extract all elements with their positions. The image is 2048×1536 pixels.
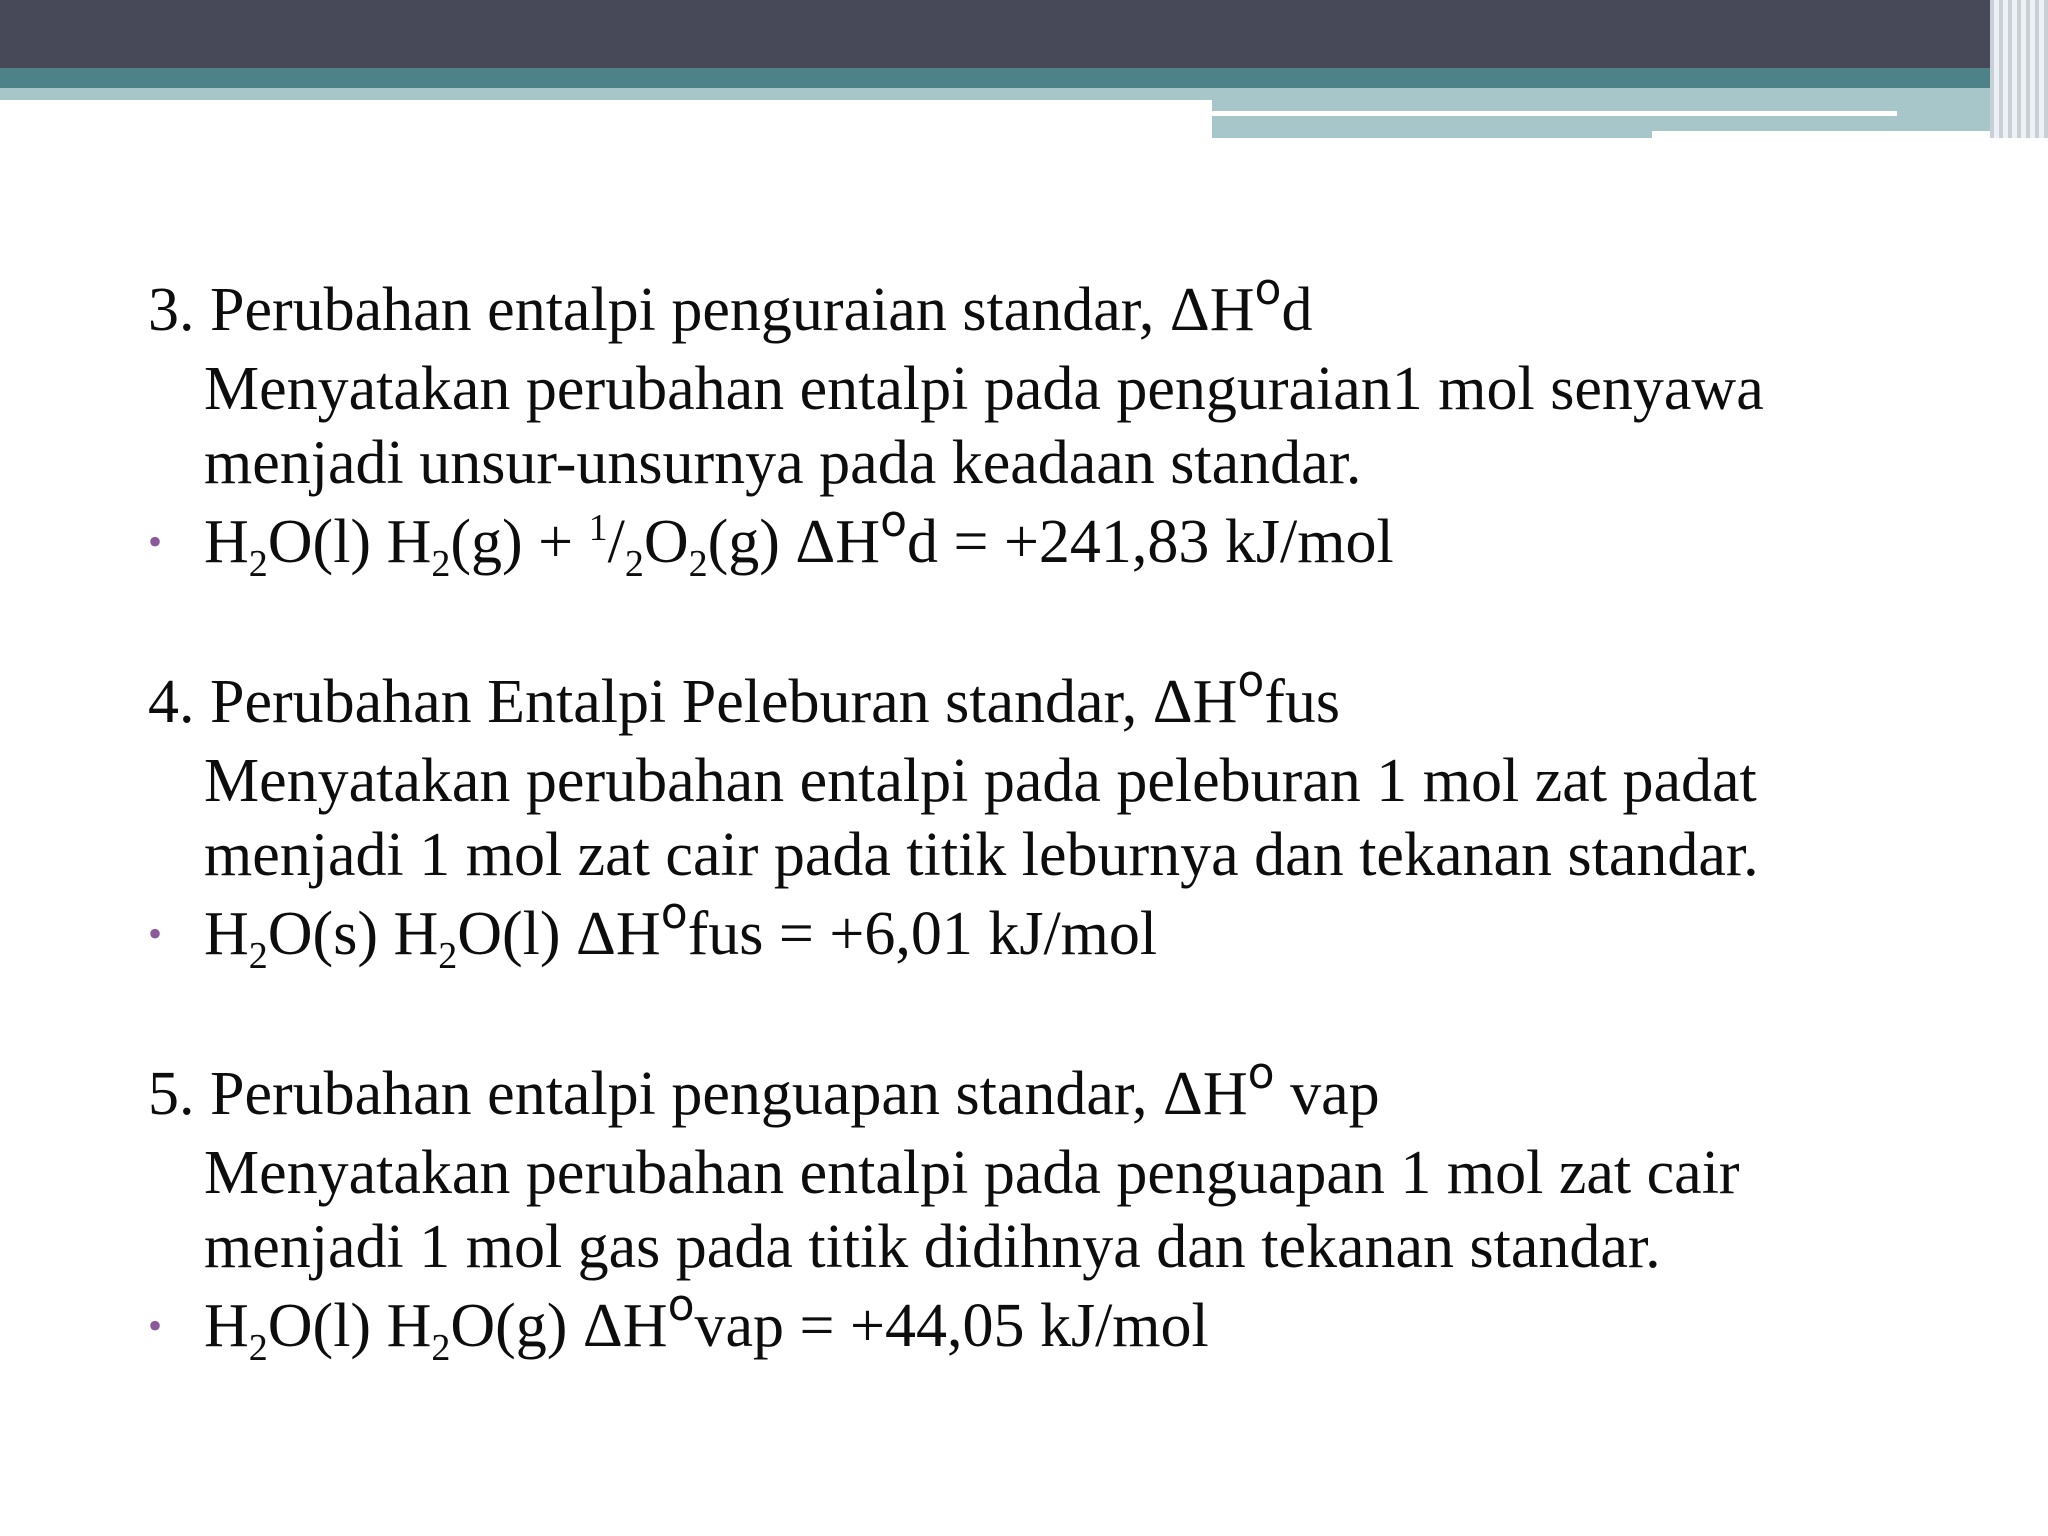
description-line: Menyatakan perubahan entalpi pada peleburan 1 mol zat padat	[204, 747, 1757, 815]
equation-bullet	[148, 1280, 2008, 1369]
section-description	[148, 352, 2008, 500]
section-decomposition	[148, 264, 2008, 585]
header-divider-line-lower	[1652, 131, 2048, 138]
description-line: menjadi 1 mol zat cair pada titik leburnya dan tekanan standar.	[204, 821, 1759, 889]
section-fusion	[148, 656, 2008, 977]
slide-content	[148, 264, 2008, 1448]
header-light-bar-left	[0, 88, 1212, 100]
header-teal-bar	[0, 68, 2048, 88]
header-dark-bar	[0, 0, 2048, 68]
degree-symbol: o	[1237, 656, 1265, 707]
equation-bullet	[148, 888, 2008, 977]
heading-suffix: vap	[1274, 1060, 1380, 1128]
section-vaporization	[148, 1048, 2008, 1369]
description-line: Menyatakan perubahan entalpi pada penguraian1 mol senyawa	[204, 355, 1764, 423]
degree-symbol: o	[1254, 264, 1282, 315]
heading-suffix: fus	[1264, 668, 1341, 736]
heading-text: 3. Perubahan entalpi penguraian standar, ΔH	[148, 276, 1255, 344]
bullet-icon: •	[148, 911, 163, 956]
section-heading	[148, 656, 2008, 740]
equation: $H_2O(l) H_2(g) + ^1/_2O_2(g) \Delta H^od = +241,83$ kJ/mol	[204, 496, 1394, 585]
degree-symbol: o	[1247, 1048, 1275, 1099]
description-line: Menyatakan perubahan entalpi pada penguapan 1 mol zat cair	[204, 1139, 1740, 1207]
heading-text: 4. Perubahan Entalpi Peleburan standar, ΔH	[148, 668, 1238, 736]
description-line: menjadi unsur-unsurnya pada keadaan standar.	[204, 429, 1362, 497]
description-line: menjadi 1 mol gas pada titik didihnya dan tekanan standar.	[204, 1213, 1661, 1281]
header-right-stripes	[1990, 0, 2048, 138]
equation-bullet	[148, 496, 2008, 585]
bullet-icon: •	[148, 519, 163, 564]
section-heading	[148, 1048, 2008, 1132]
section-description	[148, 744, 2008, 892]
section-heading	[148, 264, 2008, 348]
equation: $H_2O(l)$ $H_2O(g) \Delta H^ovap = +44,05$ kJ/mol	[204, 1280, 1209, 1369]
section-description	[148, 1136, 2008, 1284]
bullet-icon: •	[148, 1303, 163, 1348]
heading-suffix: d	[1281, 276, 1313, 344]
equation: $H_2O(s)$ $H_2O(l) \Delta H^ofus = +6,01$ kJ/mol	[204, 888, 1158, 977]
heading-text: 5. Perubahan entalpi penguapan standar, ΔH	[148, 1060, 1248, 1128]
header-divider-line	[1212, 111, 1897, 116]
